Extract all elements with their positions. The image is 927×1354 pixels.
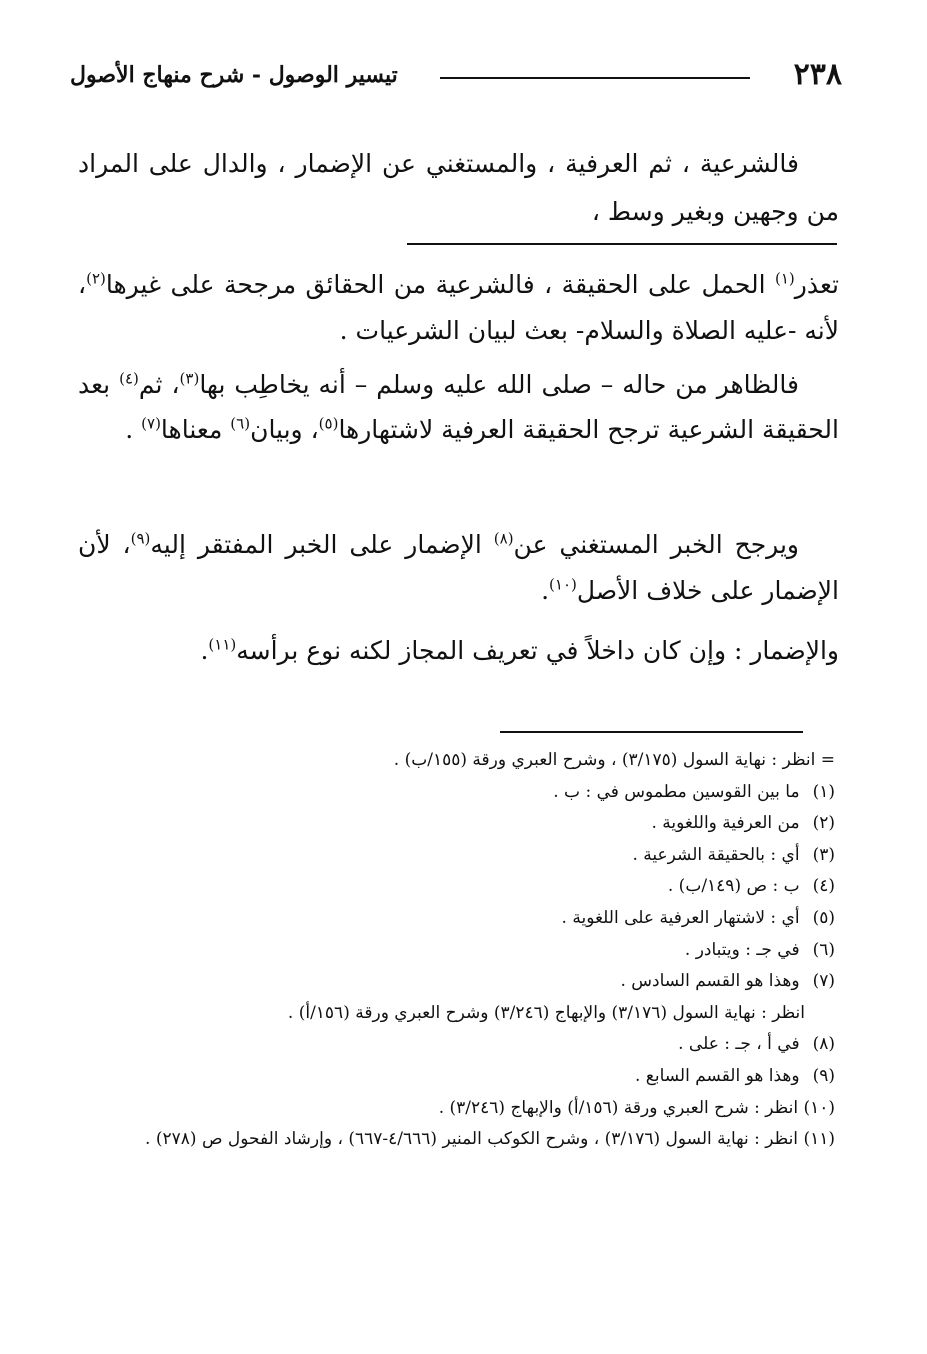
- footnote-text: انظر : نهاية السول (٣/١٧٦) ، وشرح الكوكب المنير (٤/٦٦٦-٦٦٧) ، وإرشاد الفحول ص (٢٧٨) .: [145, 1129, 799, 1150]
- footnote-text: أي : لاشتهار العرفية على اللغوية .: [561, 907, 800, 928]
- text-run: ، وبيان: [250, 415, 319, 444]
- footnote-item: [65, 903, 835, 935]
- paragraph-2: [78, 262, 839, 354]
- footnote-text: ما بين القوسين مطموس في : ب .: [553, 781, 800, 802]
- footnote-text: أي : بالحقيقة الشرعية .: [632, 844, 800, 865]
- footnote-ref-2[interactable]: (٢): [86, 269, 106, 288]
- footnote-item: [65, 1029, 835, 1061]
- footnote-list: [65, 777, 835, 1156]
- footnote-ref-3[interactable]: (٣): [179, 369, 200, 388]
- footnotes: [65, 745, 835, 1156]
- text-run: الحمل على الحقيقة ، فالشرعية من الحقائق مرجحة على غيرها: [105, 270, 775, 299]
- footnote-text: من العرفية واللغوية .: [651, 813, 800, 834]
- footnote-text: في أ ، جـ : على .: [678, 1034, 800, 1055]
- text-run: والإضمار : وإن كان داخلاً في تعريف المجاز لكنه نوع برأسه: [236, 636, 839, 665]
- text-run: ، ثم: [138, 370, 180, 399]
- footnote-number: (٤): [812, 876, 835, 897]
- running-title: تيسير الوصول - شرح منهاج الأصول: [70, 62, 398, 88]
- footnote-item: [65, 871, 835, 903]
- footnote-number: (١١): [803, 1129, 835, 1150]
- footnote-item: [65, 935, 835, 967]
- text-run: تعذر: [794, 270, 839, 299]
- text-run: ، لأنه -عليه الصلاة والسلام- بعث لبيان الشرعيات .: [78, 270, 839, 345]
- footnote-ref-9[interactable]: (٩): [130, 529, 151, 548]
- footnote-ref-1[interactable]: (١): [775, 269, 795, 288]
- running-header: [70, 55, 842, 95]
- footnote-item: [65, 998, 835, 1030]
- paragraph-4: [78, 522, 839, 614]
- footnote-item: [65, 1061, 835, 1093]
- footnote-number: (٥): [812, 907, 835, 928]
- paragraph-1: [78, 140, 839, 236]
- paragraph-3: [78, 362, 839, 452]
- header-rule: [440, 77, 750, 79]
- page-number: ٢٣٨: [793, 57, 842, 92]
- footnote-continuation: = انظر : نهاية السول (٣/١٧٥) ، وشرح العبري ورقة (١٥٥/ب) .: [393, 750, 835, 770]
- footnote-text: انظر : نهاية السول (٣/١٧٦) والإبهاج (٣/٢٤٦) وشرح العبري ورقة (١٥٦/أ) .: [287, 1002, 805, 1023]
- text-run: .: [541, 576, 550, 605]
- section-divider-rule: [407, 243, 837, 245]
- footnote-number: (٣): [812, 844, 835, 865]
- footnote-item: [65, 966, 835, 998]
- text-run: .: [125, 415, 142, 444]
- text-run: ويرجح الخبر المستغني عن: [513, 530, 799, 559]
- footnote-text: انظر : شرح العبري ورقة (١٥٦/أ) والإبهاج (٣/٢٤٦) .: [438, 1097, 799, 1118]
- footnote-number: (١٠): [803, 1097, 835, 1118]
- footnote-text: في جـ : ويتبادر .: [684, 939, 800, 960]
- text-run: بعد الحقيقة الشرعية ترجح الحقيقة العرفية لاشتهارها: [78, 370, 839, 444]
- text-run: الإضمار على الخبر المفتقر إليه: [150, 530, 494, 559]
- text-run: معناها: [160, 415, 231, 444]
- footnote-number: (٦): [812, 939, 835, 960]
- footnote-ref-4[interactable]: (٤): [119, 369, 139, 388]
- footnote-number: (٢): [812, 813, 835, 834]
- footnote-ref-6[interactable]: (٦): [230, 414, 251, 433]
- footnote-item: [65, 840, 835, 872]
- footnote-number: (٩): [812, 1065, 835, 1086]
- footnote-text: ب : ص (١٤٩/ب) .: [667, 876, 800, 897]
- footnote-item: [65, 1124, 835, 1156]
- footnote-ref-7[interactable]: (٧): [141, 414, 161, 433]
- paragraph-5: [78, 628, 839, 674]
- paragraph-1-text: فالشرعية ، ثم العرفية ، والمستغني عن الإضمار ، والدال على المراد من وجهين وبغير وسط ،: [78, 149, 839, 226]
- footnote-number: (٨): [812, 1034, 835, 1055]
- text-run: .: [200, 636, 209, 665]
- footnote-number: (١): [812, 781, 835, 802]
- footnote-ref-10[interactable]: (١٠): [549, 575, 577, 594]
- text-run: فالظاهر من حاله – صلى الله عليه وسلم – أنه يخاطِب بها: [199, 370, 799, 399]
- text-run: ، لأن الإضمار على خلاف الأصل: [78, 530, 839, 605]
- footnote-ref-8[interactable]: (٨): [493, 529, 514, 548]
- footnote-ref-11[interactable]: (١١): [208, 635, 237, 654]
- footnote-item: [65, 1093, 835, 1125]
- footnote-ref-5[interactable]: (٥): [318, 414, 339, 433]
- footnote-number: (٧): [812, 971, 835, 992]
- footnote-item: [65, 777, 835, 809]
- footnote-text: وهذا هو القسم السادس .: [620, 971, 800, 992]
- footnote-separator: [500, 731, 803, 733]
- footnote-text: وهذا هو القسم السابع .: [634, 1065, 800, 1086]
- footnote-item: [65, 808, 835, 840]
